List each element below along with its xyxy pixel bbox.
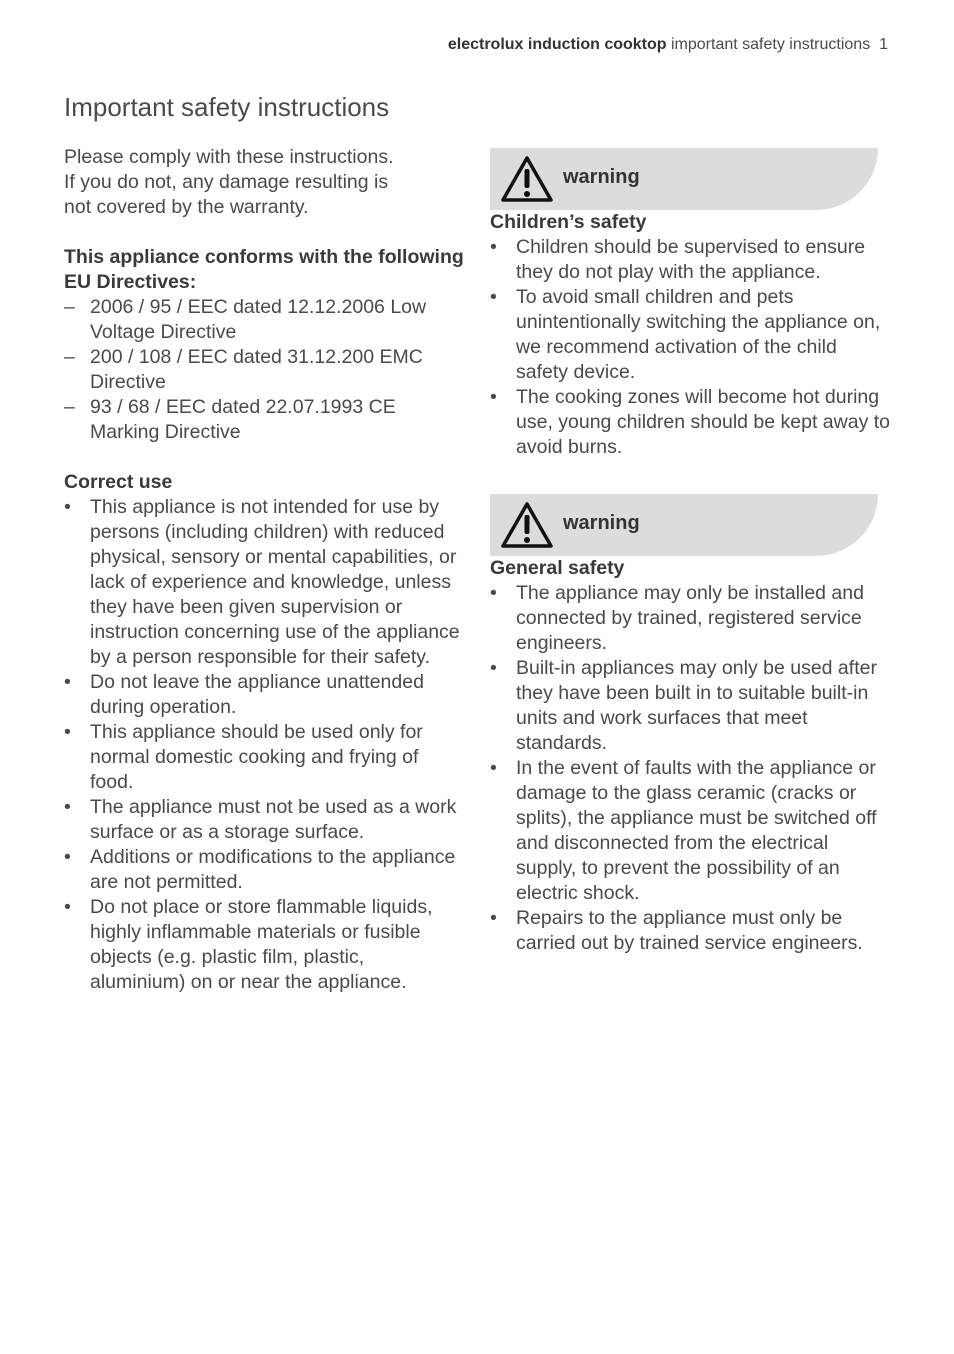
list-item-text: Built-in appliances may only be used after they have been built in to suitable built-in units and work surfaces that meet standards.: [516, 657, 877, 754]
list-item: [64, 670, 464, 720]
bullet-marker: •: [490, 582, 497, 604]
warning-label: warning: [563, 166, 640, 188]
bullet-marker: •: [490, 757, 497, 779]
list-item-text: In the event of faults with the appliance or damage to the glass ceramic (cracks or splits), the appliance must be switched off and disconnected from the electrical supply, to prevent the possibility of an electric shock.: [516, 757, 877, 904]
list-item-text: The cooking zones will become hot during use, young children should be kept away to avoid burns.: [516, 386, 890, 458]
list-item-text: To avoid small children and pets unintentionally switching the appliance on, we recommend activation of the child safety device.: [516, 286, 881, 383]
header-section: important safety instructions: [671, 36, 871, 53]
list-item: [64, 720, 464, 795]
list-item-text: The appliance may only be installed and connected by trained, registered service engineers.: [516, 582, 864, 654]
list-item: [64, 295, 464, 345]
list-item: [490, 385, 892, 460]
list-item: [490, 906, 892, 956]
general-safety-heading: General safety: [490, 557, 625, 579]
list-item: [490, 285, 892, 385]
correct-use-heading: Correct use: [64, 471, 173, 493]
list-item-text: 2006 / 95 / EEC dated 12.12.2006 Low Voltage Directive: [90, 296, 427, 343]
list-item-text: This appliance should be used only for normal domestic cooking and frying of food.: [90, 721, 423, 793]
list-item: [490, 756, 892, 906]
list-item: [490, 581, 892, 656]
bullet-marker: •: [64, 721, 71, 743]
dash-marker: –: [64, 296, 75, 318]
intro-line: Please comply with these instructions.: [64, 146, 394, 168]
childrens-safety-heading: Children’s safety: [490, 211, 647, 233]
intro-line: If you do not, any damage resulting is: [64, 171, 389, 193]
bullet-marker: •: [64, 671, 71, 693]
list-item-text: Children should be supervised to ensure they do not play with the appliance.: [516, 236, 866, 283]
warning-triangle-icon: [500, 501, 554, 549]
bullet-marker: •: [490, 236, 497, 258]
general-safety-list: [490, 581, 892, 956]
childrens-safety-list: [490, 235, 892, 460]
list-item-text: Repairs to the appliance must only be carried out by trained service engineers.: [516, 907, 863, 954]
list-item-text: Additions or modifications to the appliance are not permitted.: [90, 846, 456, 893]
list-item-text: Do not place or store flammable liquids, highly inflammable materials or fusible objects (e.g. plastic film, plastic, aluminium) on or near the appliance.: [90, 896, 433, 993]
list-item-text: This appliance is not intended for use by persons (including children) with reduced physical, sensory or mental capabilities, or lack of experience and knowledge, unless they have been given supervision or instruction concerning use of the appliance by a person responsible for their safety.: [90, 496, 460, 668]
list-item: [64, 395, 464, 445]
dash-marker: –: [64, 346, 75, 368]
list-item: [64, 895, 464, 995]
bullet-marker: •: [490, 907, 497, 929]
list-item: [64, 845, 464, 895]
page-number: 1: [879, 36, 888, 53]
correct-use-list: [64, 495, 464, 995]
dash-marker: –: [64, 396, 75, 418]
right-column: [490, 148, 892, 956]
list-item: [490, 235, 892, 285]
page-title: Important safety instructions: [64, 92, 390, 122]
bullet-marker: •: [64, 796, 71, 818]
running-header: [448, 36, 888, 54]
list-item-text: 93 / 68 / EEC dated 22.07.1993 CE Marking Directive: [90, 396, 396, 443]
list-item: [490, 656, 892, 756]
list-item: [64, 795, 464, 845]
warning-banner: [490, 148, 878, 210]
list-item-text: Do not leave the appliance unattended during operation.: [90, 671, 424, 718]
bullet-marker: •: [490, 286, 497, 308]
header-brand: electrolux induction cooktop: [447, 36, 667, 53]
intro-line: not covered by the warranty.: [64, 196, 309, 218]
left-column: [64, 145, 464, 995]
warning-banner: [490, 494, 878, 556]
warning-label: warning: [563, 512, 640, 534]
list-item: [64, 495, 464, 670]
bullet-marker: •: [64, 896, 71, 918]
bullet-marker: •: [64, 496, 71, 518]
intro-paragraph: [64, 145, 464, 220]
list-item-text: 200 / 108 / EEC dated 31.12.200 EMC Directive: [90, 346, 423, 393]
list-item: [64, 345, 464, 395]
bullet-marker: •: [490, 386, 497, 408]
directives-heading: This appliance conforms with the following EU Directives:: [64, 246, 464, 293]
bullet-marker: •: [64, 846, 71, 868]
directives-list: [64, 295, 464, 445]
bullet-marker: •: [490, 657, 497, 679]
warning-triangle-icon: [500, 155, 554, 203]
list-item-text: The appliance must not be used as a work surface or as a storage surface.: [90, 796, 457, 843]
